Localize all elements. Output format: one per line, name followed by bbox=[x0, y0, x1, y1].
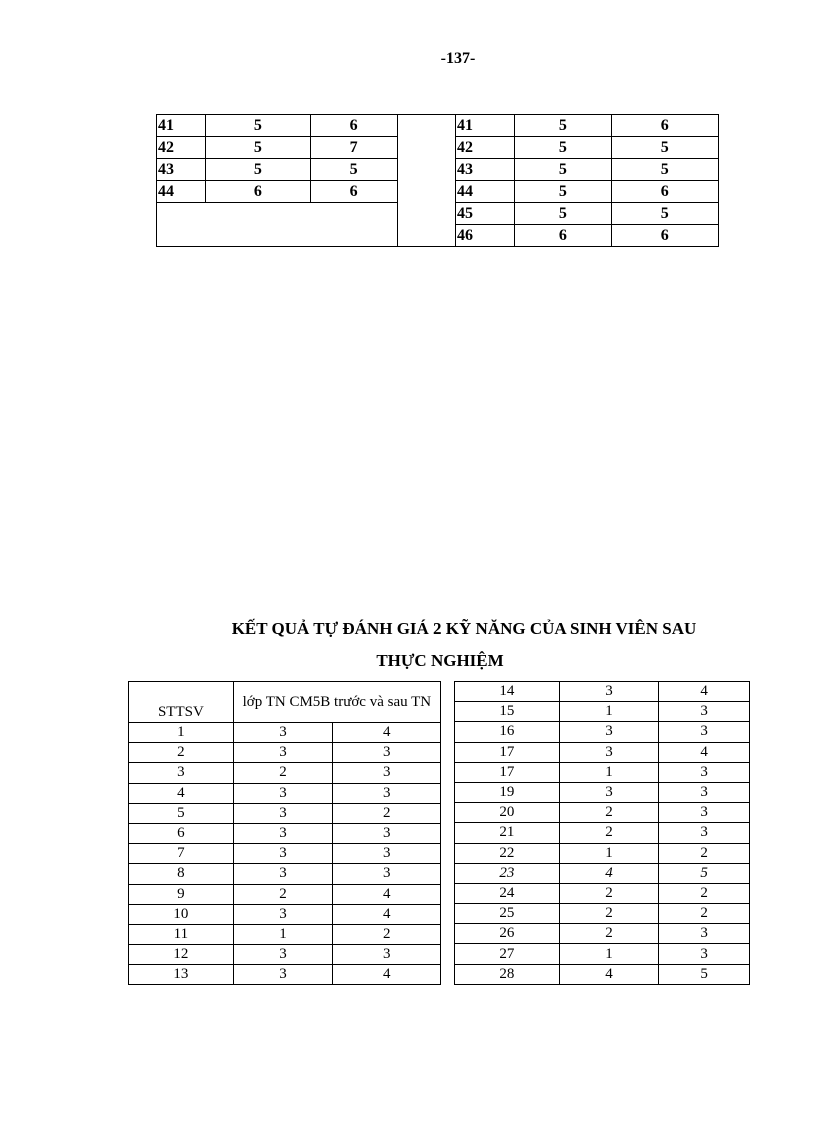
table-row bbox=[455, 762, 750, 782]
cell-score-before: 4 bbox=[559, 863, 659, 883]
section-title-line2: THỰC NGHIỆM bbox=[376, 651, 504, 670]
table-row bbox=[129, 945, 441, 965]
cell-student-no: 22 bbox=[455, 843, 560, 863]
cell-score-before: 6 bbox=[515, 225, 611, 247]
table-row bbox=[455, 843, 750, 863]
cell-score-before: 4 bbox=[559, 964, 659, 984]
bottom-right-table bbox=[454, 681, 750, 985]
cell-student-no: 9 bbox=[129, 884, 234, 904]
top-score-table bbox=[156, 114, 719, 247]
cell-score-after: 4 bbox=[659, 682, 750, 702]
cell-student-no: 2 bbox=[129, 743, 234, 763]
table-row bbox=[455, 702, 750, 722]
cell-score-after: 4 bbox=[659, 742, 750, 762]
cell-score-after: 6 bbox=[611, 225, 718, 247]
header-group: lớp TN CM5B trước và sau TN bbox=[233, 682, 440, 723]
cell-student-no: 10 bbox=[129, 904, 234, 924]
cell-student-no: 6 bbox=[129, 823, 234, 843]
cell-score-after: 3 bbox=[659, 782, 750, 802]
cell-student-no: 44 bbox=[157, 181, 206, 203]
table-row bbox=[129, 904, 441, 924]
cell-student-no: 43 bbox=[456, 159, 515, 181]
cell-student-no: 11 bbox=[129, 924, 234, 944]
cell-score-before: 3 bbox=[233, 864, 333, 884]
cell-score-before: 2 bbox=[559, 803, 659, 823]
table-row bbox=[129, 924, 441, 944]
cell-student-no: 20 bbox=[455, 803, 560, 823]
cell-score-before: 3 bbox=[233, 803, 333, 823]
cell-score-after: 2 bbox=[333, 924, 441, 944]
cell-score-after: 3 bbox=[333, 823, 441, 843]
cell-student-no: 4 bbox=[129, 783, 234, 803]
cell-score-before: 3 bbox=[233, 945, 333, 965]
table-row bbox=[129, 743, 441, 763]
cell-student-no: 7 bbox=[129, 844, 234, 864]
cell-student-no: 45 bbox=[456, 203, 515, 225]
table-row bbox=[455, 682, 750, 702]
cell-score-after: 2 bbox=[333, 803, 441, 823]
cell-score-before: 1 bbox=[233, 924, 333, 944]
cell-student-no: 14 bbox=[455, 682, 560, 702]
cell-score-after: 7 bbox=[310, 137, 397, 159]
cell-score-after: 4 bbox=[333, 965, 441, 985]
cell-student-no: 42 bbox=[456, 137, 515, 159]
cell-score-after: 4 bbox=[333, 904, 441, 924]
cell-score-before: 1 bbox=[559, 843, 659, 863]
table-row bbox=[455, 964, 750, 984]
table-row bbox=[455, 904, 750, 924]
table-row bbox=[129, 844, 441, 864]
cell-student-no: 41 bbox=[456, 115, 515, 137]
cell-score-after: 6 bbox=[310, 181, 397, 203]
cell-score-after: 2 bbox=[659, 883, 750, 903]
cell-score-before: 1 bbox=[559, 944, 659, 964]
cell-student-no: 46 bbox=[456, 225, 515, 247]
table-gap bbox=[397, 115, 455, 247]
table-row bbox=[129, 723, 441, 743]
cell-score-after: 3 bbox=[659, 803, 750, 823]
cell-score-before: 5 bbox=[206, 137, 310, 159]
cell-student-no: 16 bbox=[455, 722, 560, 742]
table-row bbox=[157, 115, 719, 137]
cell-student-no: 41 bbox=[157, 115, 206, 137]
page-number: -137- bbox=[440, 50, 476, 67]
cell-student-no: 17 bbox=[455, 742, 560, 762]
cell-score-after: 3 bbox=[333, 743, 441, 763]
cell-score-after: 5 bbox=[611, 137, 718, 159]
cell-student-no: 15 bbox=[455, 702, 560, 722]
cell-student-no: 27 bbox=[455, 944, 560, 964]
cell-score-before: 5 bbox=[515, 203, 611, 225]
cell-score-before: 5 bbox=[206, 159, 310, 181]
table-row bbox=[129, 803, 441, 823]
header-stt: STTSV bbox=[129, 682, 234, 723]
cell-score-after: 5 bbox=[659, 863, 750, 883]
cell-score-before: 3 bbox=[559, 782, 659, 802]
cell-score-after: 3 bbox=[333, 945, 441, 965]
cell-score-before: 2 bbox=[233, 884, 333, 904]
cell-score-after: 6 bbox=[611, 115, 718, 137]
cell-score-after: 3 bbox=[659, 924, 750, 944]
cell-score-after: 6 bbox=[310, 115, 397, 137]
cell-student-no: 13 bbox=[129, 965, 234, 985]
cell-score-after: 2 bbox=[659, 843, 750, 863]
table-row bbox=[455, 803, 750, 823]
cell-student-no: 5 bbox=[129, 803, 234, 823]
cell-score-before: 2 bbox=[559, 924, 659, 944]
cell-score-after: 3 bbox=[659, 823, 750, 843]
cell-score-after: 3 bbox=[659, 722, 750, 742]
cell-student-no: 44 bbox=[456, 181, 515, 203]
table-row bbox=[129, 884, 441, 904]
cell-score-before: 3 bbox=[233, 723, 333, 743]
table-row bbox=[129, 823, 441, 843]
cell-score-before: 5 bbox=[206, 115, 310, 137]
cell-student-no: 3 bbox=[129, 763, 234, 783]
cell-score-before: 1 bbox=[559, 762, 659, 782]
cell-score-after: 3 bbox=[659, 944, 750, 964]
cell-student-no: 42 bbox=[157, 137, 206, 159]
cell-score-before: 5 bbox=[515, 137, 611, 159]
cell-score-before: 2 bbox=[559, 823, 659, 843]
cell-score-before: 5 bbox=[515, 115, 611, 137]
table-row bbox=[455, 722, 750, 742]
table-row bbox=[129, 965, 441, 985]
cell-student-no: 25 bbox=[455, 904, 560, 924]
cell-score-after: 4 bbox=[333, 884, 441, 904]
table-row bbox=[455, 944, 750, 964]
cell-student-no: 21 bbox=[455, 823, 560, 843]
cell-score-before: 3 bbox=[559, 742, 659, 762]
cell-score-after: 6 bbox=[611, 181, 718, 203]
cell-score-before: 2 bbox=[233, 763, 333, 783]
table-row bbox=[455, 782, 750, 802]
cell-score-after: 3 bbox=[659, 762, 750, 782]
table-row bbox=[129, 763, 441, 783]
cell-score-before: 3 bbox=[233, 823, 333, 843]
cell-student-no: 17 bbox=[455, 762, 560, 782]
cell-score-after: 5 bbox=[611, 159, 718, 181]
cell-score-before: 3 bbox=[233, 965, 333, 985]
cell-score-before: 5 bbox=[515, 159, 611, 181]
table-row bbox=[129, 783, 441, 803]
cell-score-after: 3 bbox=[659, 702, 750, 722]
cell-score-after: 4 bbox=[333, 723, 441, 743]
cell-student-no: 12 bbox=[129, 945, 234, 965]
table-row bbox=[455, 823, 750, 843]
cell-score-after: 5 bbox=[611, 203, 718, 225]
cell-score-before: 1 bbox=[559, 702, 659, 722]
cell-score-after: 3 bbox=[333, 864, 441, 884]
table-row bbox=[129, 864, 441, 884]
cell-score-after: 2 bbox=[659, 904, 750, 924]
cell-score-before: 3 bbox=[233, 844, 333, 864]
cell-score-before: 3 bbox=[233, 904, 333, 924]
cell-score-after: 5 bbox=[659, 964, 750, 984]
cell-student-no: 1 bbox=[129, 723, 234, 743]
table-row bbox=[455, 883, 750, 903]
cell-score-before: 3 bbox=[233, 783, 333, 803]
cell-student-no: 24 bbox=[455, 883, 560, 903]
table-row bbox=[455, 924, 750, 944]
empty-cell bbox=[157, 203, 398, 247]
cell-student-no: 43 bbox=[157, 159, 206, 181]
cell-score-after: 5 bbox=[310, 159, 397, 181]
table-row bbox=[455, 863, 750, 883]
cell-score-before: 2 bbox=[559, 904, 659, 924]
cell-student-no: 26 bbox=[455, 924, 560, 944]
cell-score-before: 2 bbox=[559, 883, 659, 903]
bottom-left-table bbox=[128, 681, 441, 985]
cell-score-after: 3 bbox=[333, 783, 441, 803]
cell-student-no: 28 bbox=[455, 964, 560, 984]
cell-score-before: 6 bbox=[206, 181, 310, 203]
cell-score-after: 3 bbox=[333, 763, 441, 783]
cell-score-before: 3 bbox=[233, 743, 333, 763]
cell-student-no: 19 bbox=[455, 782, 560, 802]
table-row bbox=[455, 742, 750, 762]
cell-student-no: 23 bbox=[455, 863, 560, 883]
cell-score-after: 3 bbox=[333, 844, 441, 864]
cell-score-before: 3 bbox=[559, 682, 659, 702]
cell-score-before: 5 bbox=[515, 181, 611, 203]
cell-score-before: 3 bbox=[559, 722, 659, 742]
cell-student-no: 8 bbox=[129, 864, 234, 884]
section-title-line1: KẾT QUẢ TỰ ĐÁNH GIÁ 2 KỸ NĂNG CỦA SINH VIÊN SAU bbox=[231, 619, 697, 638]
